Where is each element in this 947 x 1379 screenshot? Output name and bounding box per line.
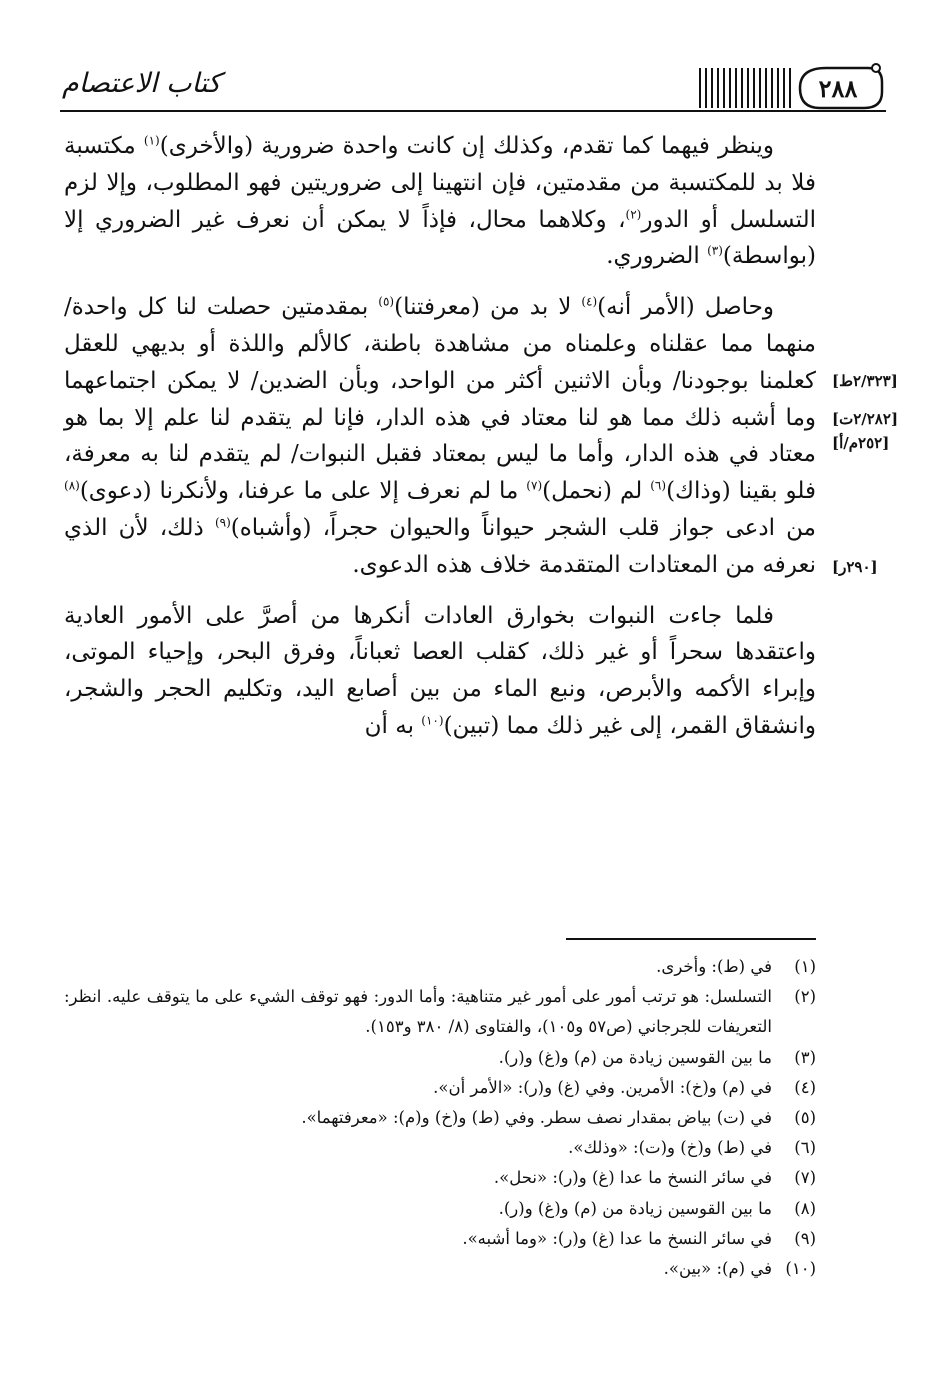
text-run: لم (نحمل)	[542, 478, 651, 505]
footnote-ref: (٨)	[64, 478, 80, 493]
footnote-number: (٦)	[794, 1138, 816, 1158]
page-header	[60, 60, 886, 120]
text-run: مكتسبة فلا بد للمكتسبة من مقدمتين، فإن انتهينا إلى ضروريتين فهو المطلوب، وإلا لزم التسلسل أو الدور	[64, 133, 816, 233]
footnote-text: في (م) و(خ): الأمرين. وفي (غ) و(ر): «الأمر أن».	[433, 1077, 772, 1097]
text-run: ، وكلاهما محال، فإذاً لا يمكن أن نعرف غير الضروري إلا (بواسطة)	[64, 206, 816, 270]
text-run: الضروري.	[606, 243, 708, 270]
footnote	[64, 1163, 816, 1193]
footnote-ref: (٢)	[625, 206, 642, 221]
book-title: كتاب الاعتصام	[62, 68, 221, 99]
footnote-text: في (ت) بياض بمقدار نصف سطر. وفي (ط) و(خ) و(م): «معرفتهما».	[301, 1108, 772, 1128]
paragraph	[64, 128, 816, 275]
footnote-number: (٨)	[794, 1198, 816, 1218]
margin-note: [٢٩٠ر]	[832, 558, 878, 576]
text-run: وحاصل (الأمر أنه)	[597, 294, 774, 321]
footnote-text: التسلسل: هو ترتب أمور على أمور غير متناهية: وأما الدور: فهو توقف الشيء على ما يتوقف عليه. انظر: التعريفات للجرجاني (ص٥٧ و١٠٥)، والفتاوى (٨/ ٣٨٠ و١٥٣).	[64, 987, 772, 1037]
paragraph	[64, 598, 816, 745]
text-run: لا بد من (معرفتنا)	[394, 294, 582, 321]
text-run: به أن	[364, 712, 422, 739]
footnote-ref: (٦)	[650, 478, 667, 493]
footnote-separator	[566, 938, 816, 940]
margin-note: [٢/٢٨٢ت]	[832, 410, 899, 428]
footnote-text: في (ط): وأخرى.	[656, 957, 772, 976]
footnote-ref: (١٠)	[421, 713, 444, 728]
footnote-ref: (٩)	[214, 515, 231, 530]
footnote-ref: (١)	[143, 133, 160, 148]
footnote-text: في (ط) و(خ) و(ت): «وذلك».	[568, 1138, 772, 1158]
footnote-ref: (٥)	[378, 294, 395, 309]
footnote-number: (٥)	[794, 1108, 816, 1128]
footnote-number: (٧)	[794, 1168, 816, 1188]
footnote-text: ما بين القوسين زيادة من (م) و(غ) و(ر).	[498, 1198, 772, 1218]
page-number: ٢٨٨	[818, 74, 858, 103]
header-rule	[60, 110, 886, 112]
text-run: ما لم نعرف إلا على ما عرفنا، ولأنكرنا (دعوى)	[79, 478, 527, 505]
footnote-number: (١)	[794, 957, 816, 976]
footnote-number: (٣)	[794, 1047, 816, 1067]
footnote-ref: (٧)	[526, 478, 543, 493]
footnote	[64, 982, 816, 1042]
footnote	[64, 1254, 816, 1284]
footnote	[64, 952, 816, 982]
footnote-number: (١٠)	[785, 1259, 816, 1279]
footnote-text: في (م): «بين».	[663, 1259, 772, 1279]
margin-note: [٢٥٢م/أ]	[832, 434, 890, 452]
footnote	[64, 1224, 816, 1254]
footnote	[64, 1073, 816, 1103]
text-run: من ادعى جواز قلب الشجر حيواناً والحيوان حجراً، (وأشباه)	[230, 514, 816, 541]
footnote-number: (٤)	[794, 1077, 816, 1097]
footnote	[64, 1194, 816, 1224]
text-run: فلما جاءت النبوات بخوارق العادات أنكرها من أصرَّ على الأمور العادية واعتقدها سحراً أو غير ذلك، كقلب العصا ثعباناً، وفرق البحر، وإحياء الموتى، وإبراء الأكمه والأبرص، ونبع الماء من بين أصابع اليد، وتكليم الحجر والشجر، وانشقاق القمر، إلى غير ذلك مما (تبين)	[64, 602, 816, 739]
footnote-number: (٩)	[794, 1228, 816, 1248]
footnote-ref: (٣)	[707, 243, 723, 258]
footnotes	[64, 952, 816, 1284]
footnote	[64, 1103, 816, 1133]
main-text	[64, 128, 816, 745]
footnote-ref: (٤)	[581, 294, 598, 309]
footnote-text: ما بين القوسين زيادة من (م) و(غ) و(ر).	[498, 1047, 772, 1067]
paragraph	[64, 289, 816, 583]
text-run: ذلك، لأن الذي نعرفه من المعتادات المتقدمة خلاف هذه الدعوى.	[64, 514, 816, 578]
margin-note: [٢/٣٢٣ط]	[832, 372, 898, 390]
footnote	[64, 1043, 816, 1073]
text-run: بمقدمتين حصلت لنا كل واحدة/ منهما مما عقلناه وعلمناه من مشاهدة باطنة، كالألم واللذة أو بديهي للعقل كعلمنا بوجودنا/ وبأن الاثنين أكثر من الواحد، وبأن الضدين/ لا يمكن اجتماعهما وما أشبه ذلك مما هو لنا معتاد في هذه الدار، فإنا لم يتقدم لنا علم إلا بما هو معتاد في هذه الدار، وأما ما ليس بمعتاد فقبل النبوات/ لم يتقدم لنا به معرفة، فلو بقينا (وذاك)	[64, 294, 816, 505]
text-run: وينظر فيهما كما تقدم، وكذلك إن كانت واحدة ضرورية (والأخرى)	[159, 133, 774, 159]
page-number-badge	[696, 62, 886, 114]
footnote-number: (٢)	[794, 987, 816, 1007]
footnote-text: في سائر النسخ ما عدا (غ) و(ر): «نحل».	[493, 1168, 772, 1188]
footnote	[64, 1133, 816, 1163]
footnote-text: في سائر النسخ ما عدا (غ) و(ر): «وما أشبه».	[462, 1228, 772, 1248]
